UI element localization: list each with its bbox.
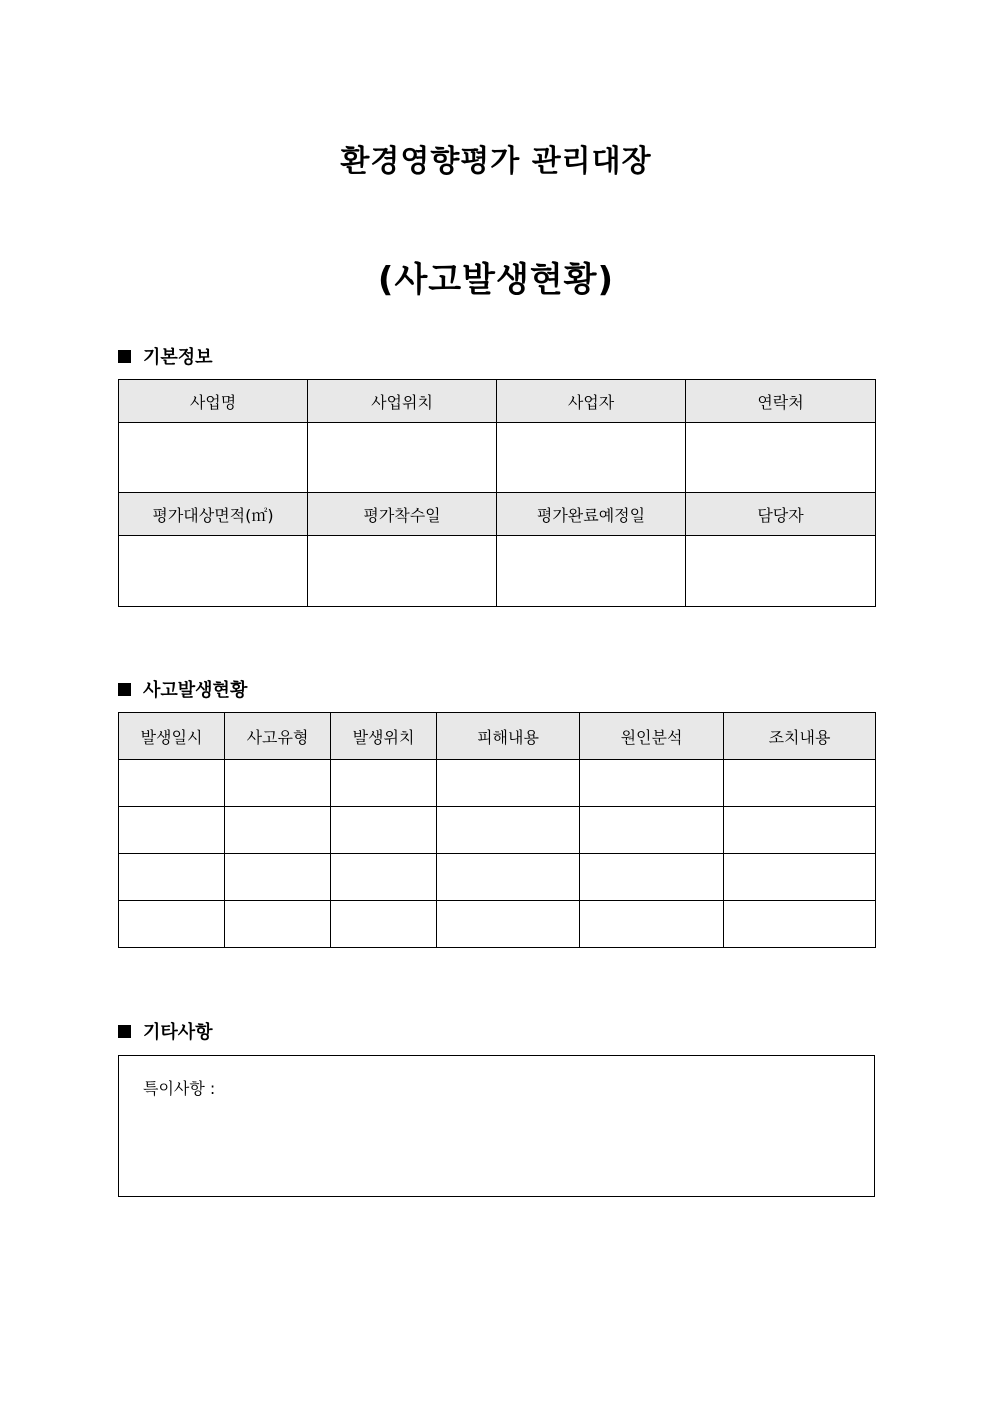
section-heading-accidents <box>118 676 247 702</box>
square-bullet-icon <box>118 1025 131 1038</box>
header-cell: 피해내용 <box>437 713 580 760</box>
input-cell[interactable] <box>225 901 331 948</box>
input-cell[interactable] <box>331 807 437 854</box>
input-cell[interactable] <box>437 854 580 901</box>
section-heading-label: 사고발생현황 <box>143 680 248 701</box>
section-heading-other <box>118 1018 213 1044</box>
input-cell[interactable] <box>437 901 580 948</box>
header-cell: 연락처 <box>686 380 876 423</box>
input-cell[interactable] <box>580 901 724 948</box>
table-row <box>119 423 876 493</box>
header-cell: 발생위치 <box>331 713 437 760</box>
header-cell: 사업자 <box>497 380 686 423</box>
header-cell: 사고유형 <box>225 713 331 760</box>
input-cell[interactable] <box>225 807 331 854</box>
input-cell[interactable] <box>724 854 876 901</box>
input-cell[interactable] <box>686 536 876 607</box>
header-cell: 원인분석 <box>580 713 724 760</box>
table-row <box>119 901 876 948</box>
square-bullet-icon <box>118 683 131 696</box>
input-cell[interactable] <box>308 536 497 607</box>
input-cell[interactable] <box>724 760 876 807</box>
input-cell[interactable] <box>724 901 876 948</box>
section-heading-label: 기타사항 <box>143 1022 213 1043</box>
input-cell[interactable] <box>331 901 437 948</box>
table-row <box>119 807 876 854</box>
input-cell[interactable] <box>119 760 225 807</box>
table-row <box>119 854 876 901</box>
input-cell[interactable] <box>497 536 686 607</box>
input-cell[interactable] <box>580 807 724 854</box>
input-cell[interactable] <box>724 807 876 854</box>
input-cell[interactable] <box>119 423 308 493</box>
notes-box[interactable] <box>118 1055 875 1197</box>
section-heading-basic-info <box>118 343 213 369</box>
input-cell[interactable] <box>686 423 876 493</box>
square-bullet-icon <box>118 350 131 363</box>
input-cell[interactable] <box>119 901 225 948</box>
table-header-row <box>119 713 876 760</box>
input-cell[interactable] <box>580 760 724 807</box>
input-cell[interactable] <box>437 807 580 854</box>
table-header-row <box>119 493 876 536</box>
input-cell[interactable] <box>225 854 331 901</box>
input-cell[interactable] <box>308 423 497 493</box>
input-cell[interactable] <box>331 760 437 807</box>
header-cell: 발생일시 <box>119 713 225 760</box>
header-cell: 사업명 <box>119 380 308 423</box>
input-cell[interactable] <box>119 807 225 854</box>
notes-label: 특이사항 : <box>143 1079 216 1098</box>
input-cell[interactable] <box>119 854 225 901</box>
accidents-table <box>118 712 876 948</box>
basic-info-table <box>118 379 876 607</box>
input-cell[interactable] <box>225 760 331 807</box>
input-cell[interactable] <box>497 423 686 493</box>
section-heading-label: 기본정보 <box>143 347 213 368</box>
document-title: 환경영향평가 관리대장 <box>340 144 652 179</box>
header-cell: 사업위치 <box>308 380 497 423</box>
header-cell: 평가착수일 <box>308 493 497 536</box>
header-cell: 조치내용 <box>724 713 876 760</box>
table-row <box>119 760 876 807</box>
input-cell[interactable] <box>331 854 437 901</box>
table-header-row <box>119 380 876 423</box>
input-cell[interactable] <box>580 854 724 901</box>
header-cell: 평가대상면적(㎡) <box>119 493 308 536</box>
input-cell[interactable] <box>119 536 308 607</box>
table-row <box>119 536 876 607</box>
document-subtitle: (사고발생현황) <box>377 260 615 300</box>
header-cell: 평가완료예정일 <box>497 493 686 536</box>
header-cell: 담당자 <box>686 493 876 536</box>
input-cell[interactable] <box>437 760 580 807</box>
